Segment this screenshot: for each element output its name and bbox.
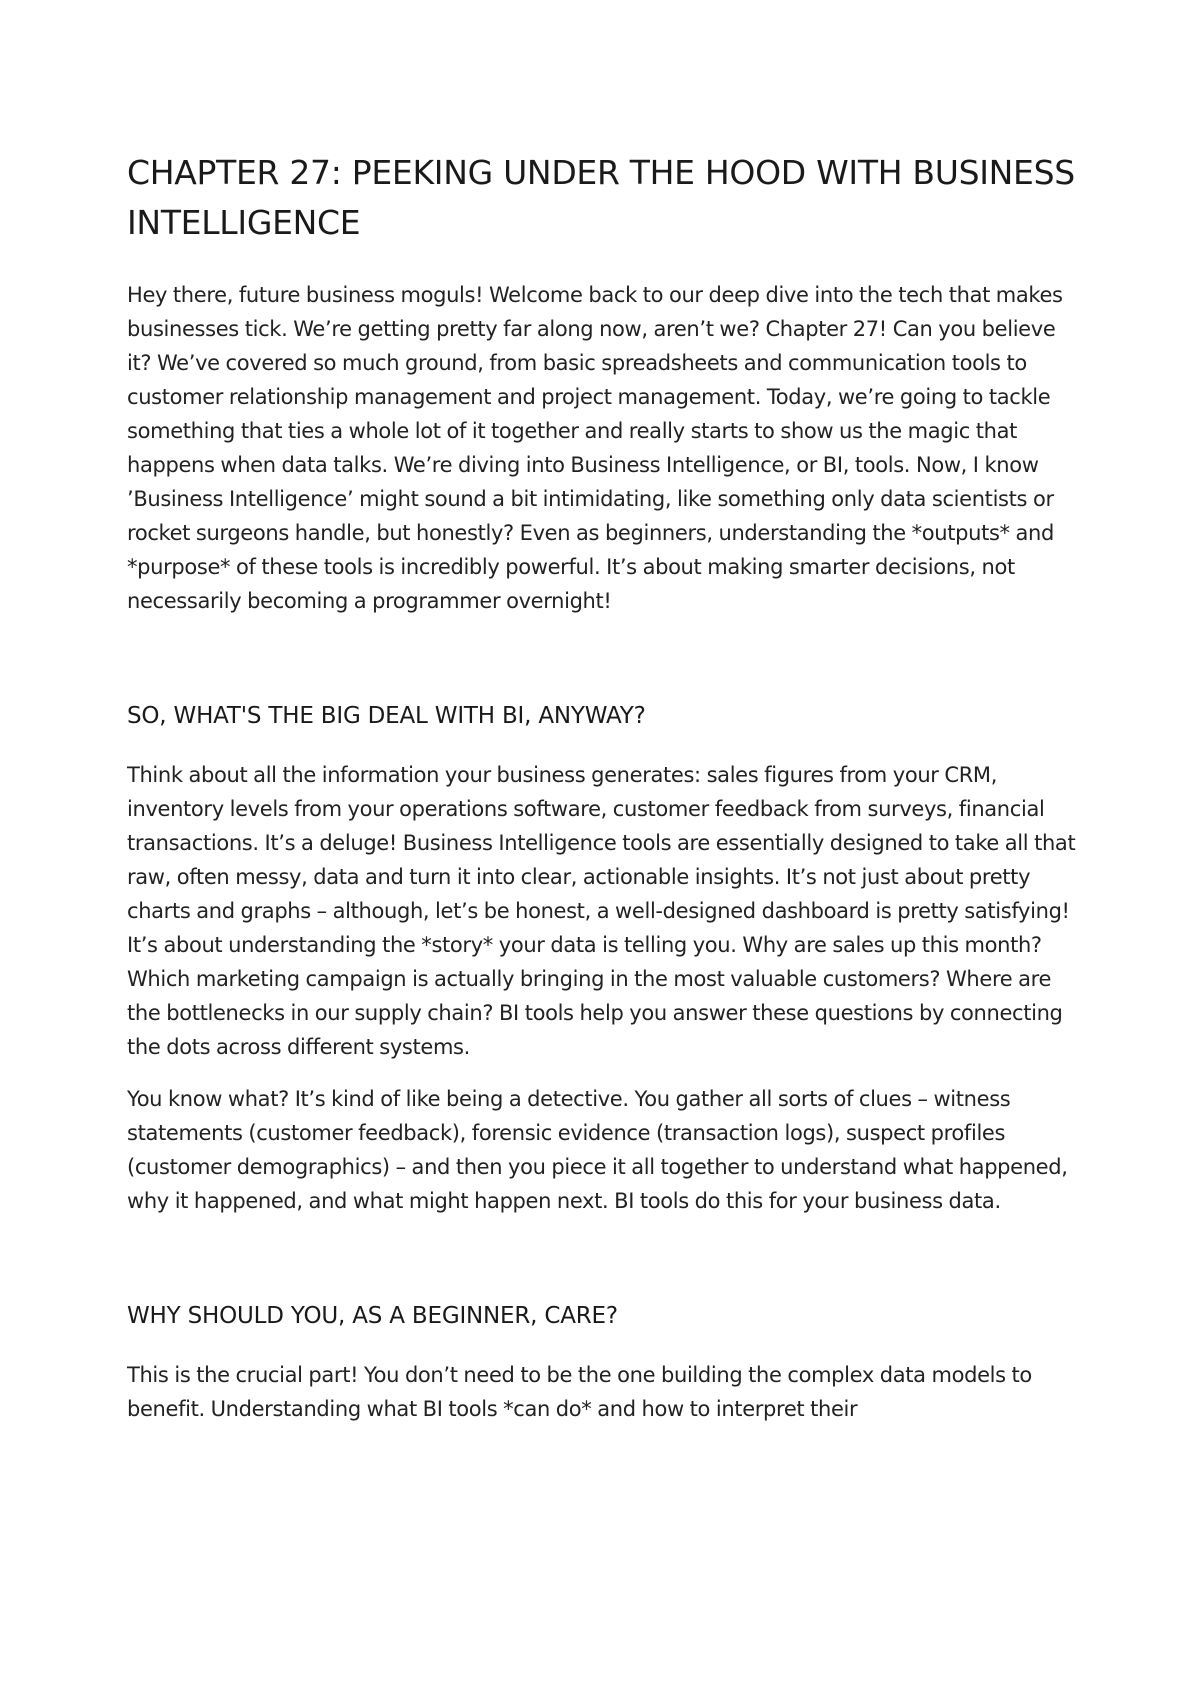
section-big-deal [127,700,1085,1218]
section-heading: WHY SHOULD YOU, AS A BEGINNER, CARE? [127,1303,618,1329]
section-why-care [127,1300,1085,1426]
intro-paragraph: Hey there, future business moguls! Welcome back to our deep dive into the tech that makes businesses tick. We’re getting pretty far along now, aren’t we? Chapter 27! Can you believe it? We’ve covered so much ground, from basic spreadsheets and communication tools to customer relationship management and project management. Today, we’re going to tackle something that ties a whole lot of it together and really starts to show us the magic that happens when data talks. We’re diving into Business Intelligence, or BI, tools. Now, I know ’Business Intelligence’ might sound a bit intimidating, like something only data scientists or rocket surgeons handle, but honestly? Even as beginners, understanding the *outputs* and *purpose* of these tools is incredibly powerful. It’s about making smarter decisions, not necessarily becoming a programmer overnight! [127,283,1063,613]
body-paragraph: Think about all the information your business generates: sales figures from your CRM, inventory levels from your operations software, customer feedback from surveys, financial transactions. It’s a deluge! Business Intelligence tools are essentially designed to take all that raw, often messy, data and turn it into clear, actionable insights. It’s not just about pretty charts and graphs – although, let’s be honest, a well-designed dashboard is pretty satisfying! It’s about understanding the *story* your data is telling you. Why are sales up this month? Which marketing campaign is actually bringing in the most valuable customers? Where are the bottlenecks in our supply chain? BI tools help you answer these questions by connecting the dots across different systems. [127,763,1076,1059]
body-paragraph: This is the crucial part! You don’t need to be the one building the complex data models to benefit. Understanding what BI tools *can do* and how to interpret their [127,1363,1032,1421]
section-heading: SO, WHAT'S THE BIG DEAL WITH BI, ANYWAY? [127,703,646,729]
body-paragraph: You know what? It’s kind of like being a detective. You gather all sorts of clues – witness statements (customer feedback), forensic evidence (transaction logs), suspect profiles (customer demographics) – and then you piece it all together to understand what happened, why it happened, and what might happen next. BI tools do this for your business data. [127,1087,1068,1213]
chapter-title: CHAPTER 27: PEEKING UNDER THE HOOD WITH BUSINESS INTELLIGENCE [127,153,1075,242]
